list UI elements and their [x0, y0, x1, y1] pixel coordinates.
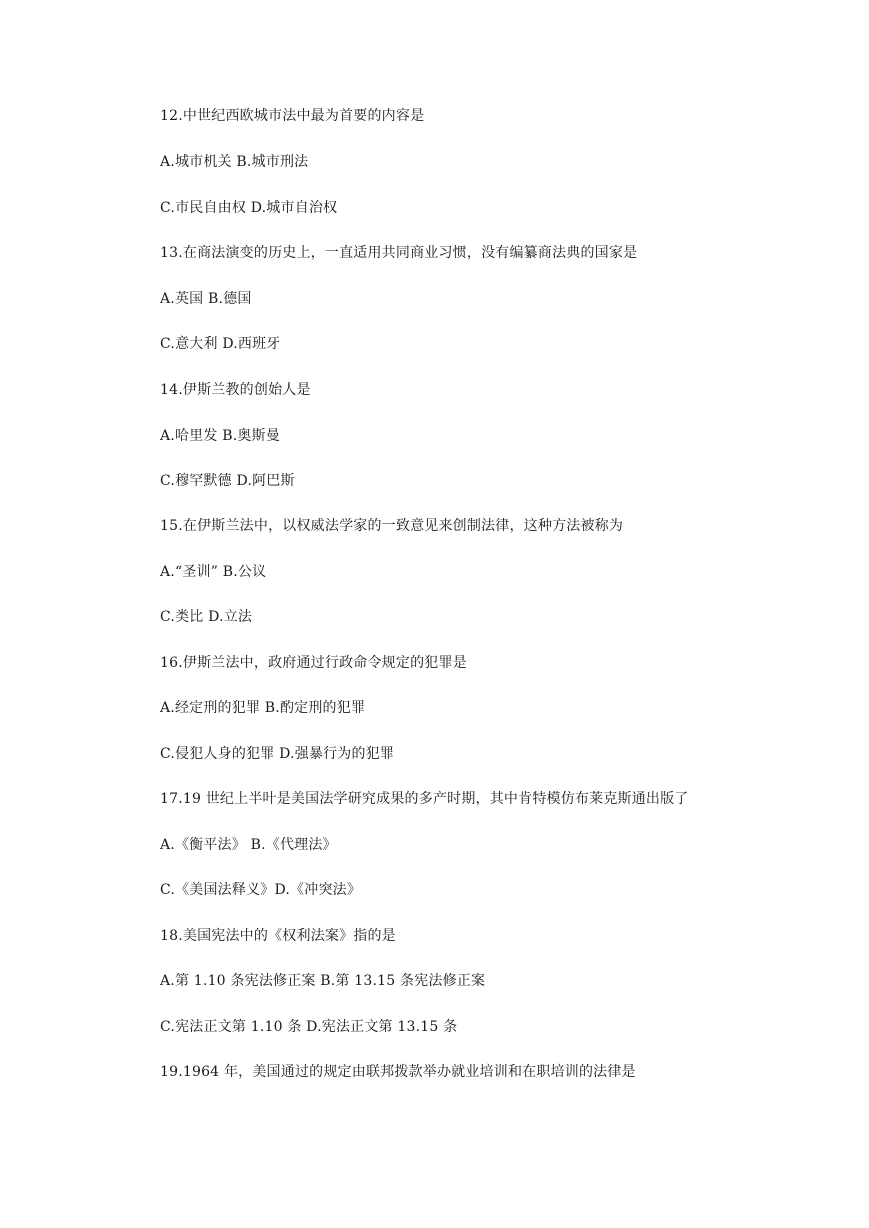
- question-16-options-cd: C.侵犯人身的犯罪 D.强暴行为的犯罪: [160, 746, 395, 762]
- question-12: 12.中世纪西欧城市法中最为首要的内容是: [160, 108, 425, 124]
- question-14-options-ab: A.哈里发 B.奥斯曼: [160, 428, 280, 444]
- question-14: 14.伊斯兰教的创始人是: [160, 382, 311, 398]
- question-13-options-ab: A.英国 B.德国: [160, 291, 252, 307]
- question-17-options-cd: C.《美国法释义》D.《冲突法》: [160, 882, 362, 898]
- question-13: 13.在商法演变的历史上，一直适用共同商业习惯，没有编纂商法典的国家是: [160, 245, 638, 261]
- question-16-options-ab: A.经定刑的犯罪 B.酌定刑的犯罪: [160, 700, 366, 716]
- question-12-options-cd: C.市民自由权 D.城市自治权: [160, 200, 338, 216]
- question-15-options-ab: A.“圣训” B.公议: [160, 564, 267, 580]
- question-18-options-cd: C.宪法正文第 1.10 条 D.宪法正文第 13.15 条: [160, 1019, 458, 1035]
- question-15: 15.在伊斯兰法中，以权威法学家的一致意见来创制法律，这种方法被称为: [160, 518, 624, 534]
- question-12-options-ab: A.城市机关 B.城市刑法: [160, 154, 309, 170]
- question-15-options-cd: C.类比 D.立法: [160, 609, 253, 625]
- question-17: 17.19 世纪上半叶是美国法学研究成果的多产时期，其中肯特模仿布莱克斯通出版了: [160, 791, 689, 807]
- question-19: 19.1964 年，美国通过的规定由联邦拨款举办就业培训和在职培训的法律是: [160, 1064, 636, 1080]
- question-14-options-cd: C.穆罕默德 D.阿巴斯: [160, 473, 295, 489]
- question-18: 18.美国宪法中的《权利法案》指的是: [160, 928, 396, 944]
- question-17-options-ab: A.《衡平法》 B.《代理法》: [160, 837, 337, 853]
- question-13-options-cd: C.意大利 D.西班牙: [160, 336, 281, 352]
- question-18-options-ab: A.第 1.10 条宪法修正案 B.第 13.15 条宪法修正案: [160, 973, 486, 989]
- question-16: 16.伊斯兰法中，政府通过行政命令规定的犯罪是: [160, 655, 467, 671]
